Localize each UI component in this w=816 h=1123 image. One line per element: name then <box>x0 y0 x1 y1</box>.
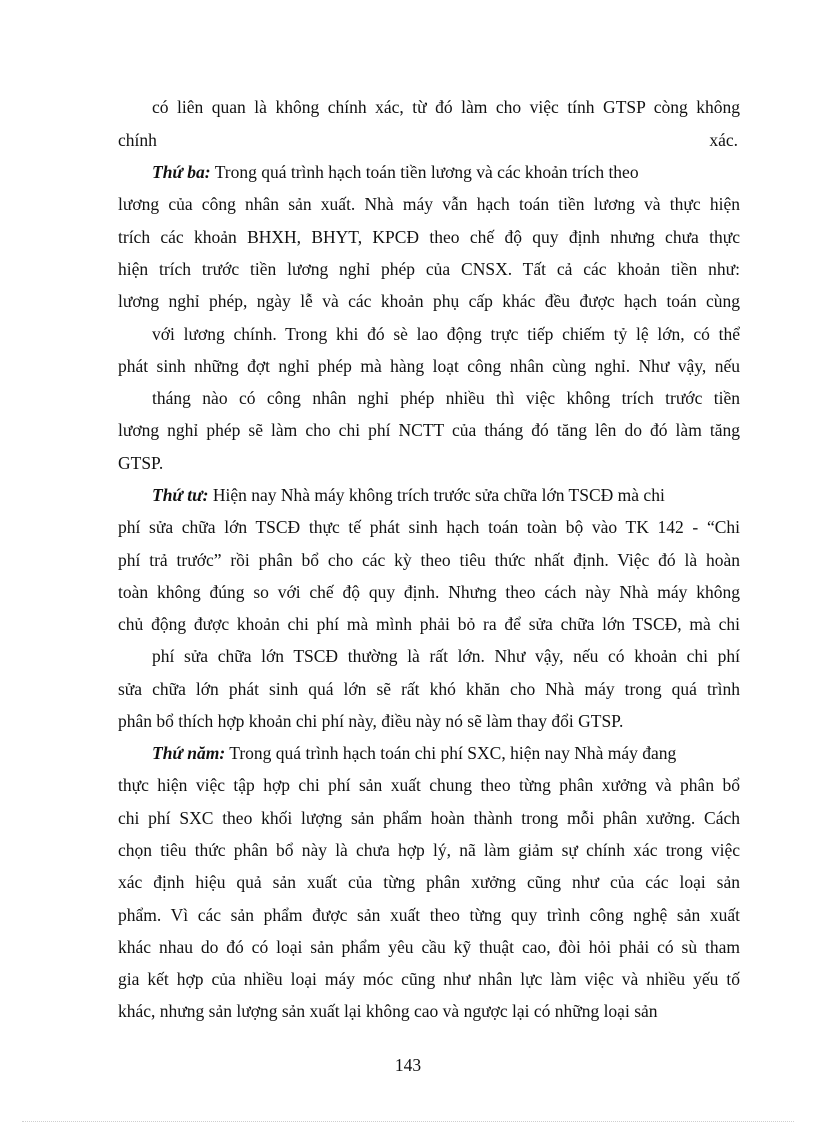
text-line: phí trả trước” rồi phân bổ cho các kỳ theo tiêu thức nhất định. Việc đó là hoàn <box>118 550 740 570</box>
text-line: phí sửa chữa lớn TSCĐ thường là rất lớn. Như vậy, nếu có khoản chi phí <box>152 646 740 666</box>
text-line: xác định hiệu quả sản xuất của từng phân xưởng cũng như của các loại sản <box>118 872 740 892</box>
paragraph-label-fifth: Thứ năm: <box>152 743 226 763</box>
text-line: trích các khoản BHXH, BHYT, KPCĐ theo chế độ quy định nhưng chưa thực <box>118 227 740 247</box>
text-line: phát sinh những đợt nghỉ phép mà hàng loạt công nhân cùng nghỉ. Như vậy, nếu <box>118 356 740 376</box>
text-line: toàn không đúng so với chế độ quy định. Nhưng theo cách này Nhà máy không <box>118 582 740 602</box>
paragraph-fifth-first-line <box>152 742 676 764</box>
paragraph-label-fourth: Thứ tư: <box>152 485 209 505</box>
text-line: hiện trích trước tiền lương nghỉ phép của CNSX. Tất cả các khoản tiền như: <box>118 259 740 279</box>
text-line: thực hiện việc tập hợp chi phí sản xuất chung theo từng phân xưởng và phân bổ <box>118 775 740 795</box>
text-line: khác nhau do đó có loại sản phẩm yêu cầu kỹ thuật cao, đòi hỏi phải có sù tham <box>118 937 740 957</box>
text-line: chủ động được khoản chi phí mà mình phải bỏ ra để sửa chữa lớn TSCĐ, mà chi <box>118 614 740 634</box>
text-line: chi phí SXC theo khối lượng sản phẩm hoàn thành trong mỗi phân xưởng. Cách <box>118 808 740 828</box>
text-line: lương của công nhân sản xuất. Nhà máy vẫn hạch toán tiền lương và thực hiện <box>118 194 740 214</box>
paragraph-third-first-line <box>152 161 639 183</box>
text-line: lương nghỉ phép sẽ làm cho chi phí NCTT của tháng đó tăng lên do đó làm tăng <box>118 420 740 440</box>
text-line: GTSP. <box>118 453 164 473</box>
page-bottom-divider <box>22 1121 794 1122</box>
paragraph-fourth-first-line <box>152 484 665 506</box>
text-line: phẩm. Vì các sản phẩm được sản xuất theo từng quy trình công nghệ sản xuất <box>118 905 740 925</box>
text-line: phí sửa chữa lớn TSCĐ thực tế phát sinh hạch toán toàn bộ vào TK 142 - “Chi <box>118 517 740 537</box>
text-line: lương nghỉ phép, ngày lễ và các khoản phụ cấp khác đều được hạch toán cùng <box>118 291 740 311</box>
text-line: Hiện nay Nhà máy không trích trước sửa chữa lớn TSCĐ mà chi <box>212 485 665 505</box>
page-number: 143 <box>394 1055 422 1075</box>
text-line: Trong quá trình hạch toán tiền lương và các khoản trích theo <box>214 162 639 182</box>
text-line: tháng nào có công nhân nghỉ phép nhiều thì việc không trích trước tiền <box>152 388 740 408</box>
text-line: phân bổ thích hợp khoản chi phí này, điều này nó sẽ làm thay đổi GTSP. <box>118 711 624 731</box>
text-line: Trong quá trình hạch toán chi phí SXC, hiện nay Nhà máy đang <box>229 743 677 763</box>
text-line: khác, nhưng sản lượng sản xuất lại không cao và ngược lại có những loại sản <box>118 1001 658 1021</box>
text-line: chính <box>118 130 157 150</box>
text-line: chọn tiêu thức phân bổ này là chưa hợp lý, nã làm giảm sự chính xác trong việc <box>118 840 740 860</box>
text-line: gia kết hợp của nhiều loại máy móc cũng như nhân lực làm việc và nhiều yếu tố <box>118 969 740 989</box>
text-line: sửa chữa lớn phát sinh quá lớn sẽ rất khó khăn cho Nhà máy trong quá trình <box>118 679 740 699</box>
paragraph-label-third: Thứ ba: <box>152 162 211 182</box>
text-line: với lương chính. Trong khi đó sè lao động trực tiếp chiếm tỷ lệ lớn, có thể <box>152 324 740 344</box>
text-line: có liên quan là không chính xác, từ đó làm cho việc tính GTSP còng không <box>152 97 740 117</box>
text-line: xác. <box>709 130 738 150</box>
